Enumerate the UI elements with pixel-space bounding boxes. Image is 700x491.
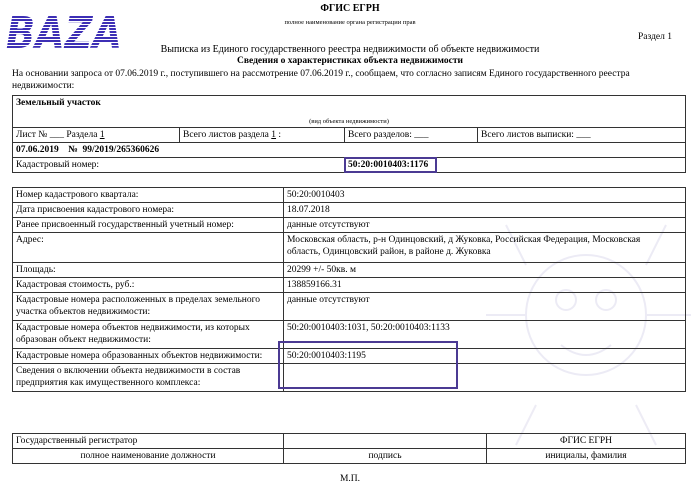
- highlight-source-objects: [278, 341, 458, 389]
- highlight-cadastral: [344, 157, 437, 173]
- position-caption: полное наименование должности: [13, 449, 284, 464]
- document-title: Выписка из Единого государственного реестра недвижимости об объекте недвижимости: [160, 44, 540, 55]
- row-value: 138859166.31: [284, 278, 686, 293]
- signature-cell: [284, 434, 487, 449]
- row-value: данные отсутствуют: [284, 218, 686, 233]
- baza-logo: [6, 8, 124, 59]
- row-label: Кадастровая стоимость, руб.:: [13, 278, 284, 293]
- row-value: 20299 +/- 50кв. м: [284, 263, 686, 278]
- registrar-org: ФГИС ЕГРН: [487, 434, 686, 449]
- row-label: Адрес:: [13, 233, 284, 263]
- org-name: ФГИС ЕГРН: [320, 3, 380, 14]
- row-label: Кадастровые номера образованных объектов недвижимости:: [13, 349, 284, 364]
- row-value: 50:20:0010403:1195: [284, 349, 686, 364]
- signature-caption: подпись: [284, 449, 487, 464]
- intro-text: На основании запроса от 07.06.2019 г., поступившего на рассмотрение 07.06.2019 г., сообщаем, что согласно записям Единого государственного реестра: [12, 69, 630, 79]
- row-label: Номер кадастрового квартала:: [13, 188, 284, 203]
- object-type: Земельный участок: [16, 98, 101, 108]
- row-label: Площадь:: [13, 263, 284, 278]
- sheet-number-cell: Лист № ___ Раздела 1: [13, 128, 180, 143]
- registrar-position: Государственный регистратор: [13, 434, 284, 449]
- total-extract-sheets-cell: Всего листов выписки: ___: [478, 128, 686, 143]
- intro-text-cont: недвижимости:: [12, 81, 75, 91]
- extract-number-cell: 07.06.2019 № 99/2019/265360626: [13, 143, 686, 158]
- total-section-sheets-cell: Всего листов раздела 1 :: [180, 128, 345, 143]
- row-value: 50:20:0010403: [284, 188, 686, 203]
- row-label: Кадастровые номера расположенных в пределах земельного участка объектов недвижимости:: [13, 293, 284, 321]
- name-caption: инициалы, фамилия: [487, 449, 686, 464]
- section-number: Раздел 1: [638, 32, 672, 42]
- svg-text:BAZA: BAZA: [6, 8, 122, 59]
- row-label: Дата присвоения кадастрового номера:: [13, 203, 284, 218]
- row-value: данные отсутствуют: [284, 293, 686, 321]
- cadastral-label: Кадастровый номер:: [13, 158, 345, 173]
- row-label: Кадастровые номера объектов недвижимости, из которых образован объект недвижимости:: [13, 321, 284, 349]
- row-label: Ранее присвоенный государственный учетный номер:: [13, 218, 284, 233]
- org-caption: полное наименование органа регистрации прав: [284, 19, 416, 26]
- row-value: 18.07.2018: [284, 203, 686, 218]
- cadastral-number: 50:20:0010403:1176: [345, 158, 686, 173]
- signature-table: [12, 433, 686, 464]
- row-value: 50:20:0010403:1031, 50:20:0010403:1133: [284, 321, 686, 349]
- row-label: Сведения о включении объекта недвижимости в состав предприятия как имущественного комплекса:: [13, 364, 284, 392]
- object-type-caption: (вид объекта недвижимости): [309, 118, 389, 125]
- row-value: Московская область, р-н Одинцовский, д Жуковка, Российская Федерация, Московская область, Одинцовский район, в районе д. Жуковка: [284, 233, 686, 263]
- document-subtitle: Сведения о характеристиках объекта недвижимости: [237, 56, 463, 66]
- total-sections-cell: Всего разделов: ___: [345, 128, 478, 143]
- stamp-label: М.П.: [339, 474, 361, 484]
